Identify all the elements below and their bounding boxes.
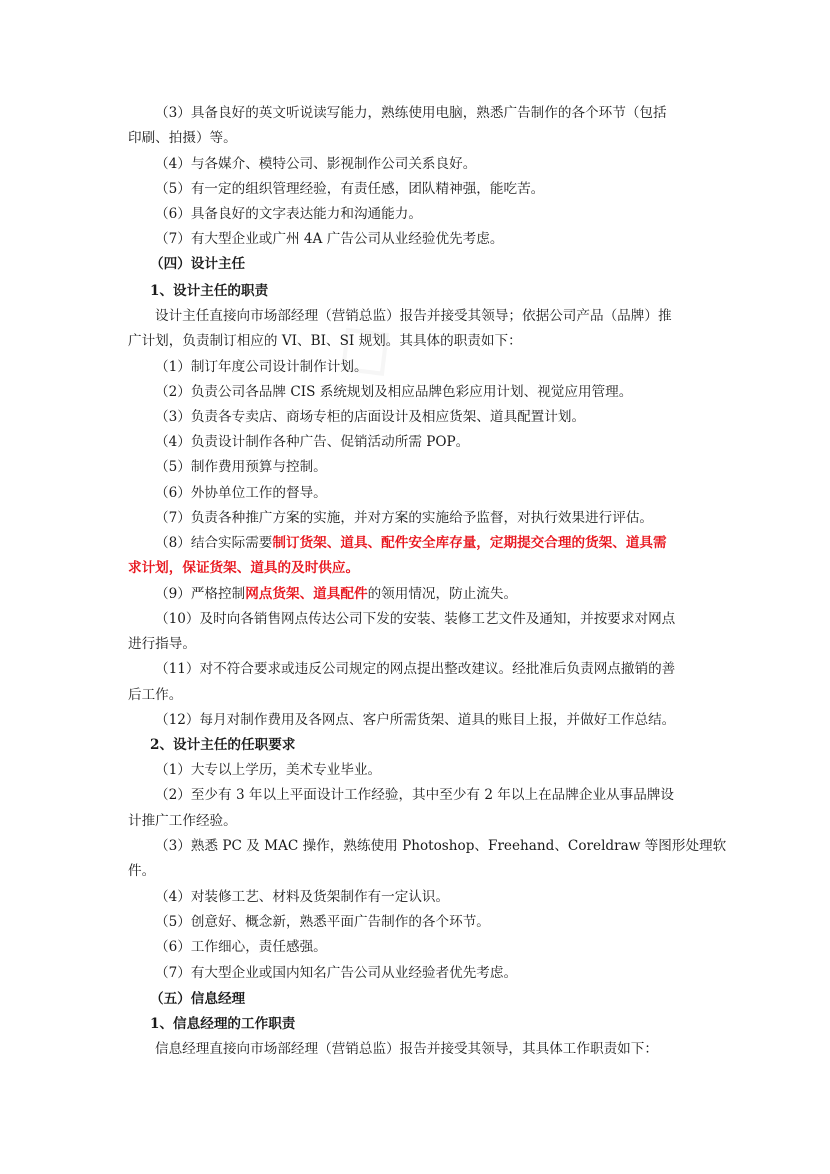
line-text: 件。 [128, 863, 156, 879]
line-text: 1、设计主任的职责 [150, 283, 269, 299]
line-text: 广计划，负责制订相应的 VI、BI、SI 规划。其具体的职责如下： [128, 333, 522, 349]
paragraph-line [0, 711, 830, 729]
line-text: 后工作。 [128, 687, 183, 703]
paragraph-line [0, 230, 830, 248]
paragraph-line [0, 509, 830, 527]
line-text: （7）负责各种推广方案的实施，并对方案的实施给予监督，对执行效果进行评估。 [155, 510, 654, 526]
paragraph-line [0, 358, 830, 376]
section-heading [0, 990, 830, 1008]
paragraph-line [0, 786, 830, 804]
paragraph-line [0, 660, 830, 678]
highlighted-text: 求计划，保证货架、道具的及时供应。 [128, 560, 360, 576]
paragraph-line [0, 812, 830, 830]
line-text: （7）有大型企业或广州 4A 广告公司从业经验优先考虑。 [155, 231, 504, 247]
line-text: （5）制作费用预算与控制。 [155, 459, 327, 475]
paragraph-line [0, 484, 830, 502]
paragraph-line [0, 458, 830, 476]
paragraph-line [0, 383, 830, 401]
line-text-after: 的领用情况，防止流失。 [367, 586, 518, 602]
line-text: （4）对装修工艺、材料及货架制作有一定认识。 [155, 889, 450, 905]
line-text: （3）负责各专卖店、商场专柜的店面设计及相应货架、道具配置计划。 [155, 409, 586, 425]
highlighted-text: 网点货架、道具配件 [245, 586, 368, 602]
line-text: （5）创意好、概念新，熟悉平面广告制作的各个环节。 [155, 914, 490, 930]
line-text: 印刷、拍摄）等。 [128, 130, 237, 146]
line-text: （10）及时向各销售网点传达公司下发的安装、装修工艺文件及通知，并按要求对网点 [155, 611, 676, 627]
paragraph-line [0, 332, 830, 350]
line-text: （3）熟悉 PC 及 MAC 操作，熟练使用 Photoshop、Freehand、Coreldraw 等图形处理软 [155, 838, 727, 854]
paragraph-line [0, 559, 830, 577]
paragraph-line [0, 837, 830, 855]
paragraph-line [0, 155, 830, 173]
paragraph-line [0, 104, 830, 122]
paragraph-line [0, 913, 830, 931]
paragraph-line [0, 433, 830, 451]
line-text: 设计主任直接向市场部经理（营销总监）报告并接受其领导；依据公司产品（品牌）推 [155, 308, 672, 324]
line-text: （4）负责设计制作各种广告、促销活动所需 POP。 [155, 434, 470, 450]
line-text: （6）具备良好的文字表达能力和沟通能力。 [155, 206, 422, 222]
line-text: 进行指导。 [128, 636, 196, 652]
paragraph-line [0, 129, 830, 147]
paragraph-line [0, 408, 830, 426]
line-text: （1）制订年度公司设计制作计划。 [155, 359, 368, 375]
section-heading [0, 736, 830, 754]
line-text: （1）大专以上学历，美术专业毕业。 [155, 762, 382, 778]
line-text: （四）设计主任 [150, 256, 246, 272]
paragraph-line [0, 888, 830, 906]
line-text: （五）信息经理 [150, 991, 246, 1007]
line-text: （2）至少有 3 年以上平面设计工作经验，其中至少有 2 年以上在品牌企业从事品牌设 [155, 787, 675, 803]
line-text: 计推广工作经验。 [128, 813, 237, 829]
paragraph-line [0, 610, 830, 628]
line-text: 2、设计主任的任职要求 [150, 737, 296, 753]
paragraph-line [0, 686, 830, 704]
line-text: （6）工作细心，责任感强。 [155, 939, 327, 955]
line-text: （7）有大型企业或国内知名广告公司从业经验者优先考虑。 [155, 965, 518, 981]
line-text: （6）外协单位工作的督导。 [155, 485, 327, 501]
paragraph-line [0, 635, 830, 653]
paragraph-line [0, 964, 830, 982]
section-heading [0, 282, 830, 300]
line-text: （11）对不符合要求或违反公司规定的网点提出整改建议。经批准后负责网点撤销的善 [155, 661, 676, 677]
section-heading [0, 255, 830, 273]
paragraph-line [0, 938, 830, 956]
line-text: （8）结合实际需要 [155, 535, 273, 551]
paragraph-line [0, 180, 830, 198]
section-heading [0, 1015, 830, 1033]
paragraph-line [0, 307, 830, 325]
paragraph-line [0, 761, 830, 779]
line-text: 1、信息经理的工作职责 [150, 1016, 296, 1032]
line-text: （4）与各媒介、模特公司、影视制作公司关系良好。 [155, 156, 477, 172]
paragraph-line [0, 862, 830, 880]
line-text: （12）每月对制作费用及各网点、客户所需货架、道具的账目上报，并做好工作总结。 [155, 712, 676, 728]
highlighted-text: 制订货架、道具、配件安全库存量，定期提交合理的货架、道具需 [272, 535, 667, 551]
paragraph-line [0, 534, 830, 552]
line-text: （5）有一定的组织管理经验，有责任感，团队精神强，能吃苦。 [155, 181, 545, 197]
line-text: 信息经理直接向市场部经理（营销总监）报告并接受其领导，其具体工作职责如下： [155, 1041, 658, 1057]
paragraph-line [0, 205, 830, 223]
line-text: （2）负责公司各品牌 CIS 系统规划及相应品牌色彩应用计划、视觉应用管理。 [155, 384, 633, 400]
line-text: （3）具备良好的英文听说读写能力，熟练使用电脑，熟悉广告制作的各个环节（包括 [155, 105, 667, 121]
paragraph-line [0, 585, 830, 603]
paragraph-line [0, 1040, 830, 1058]
line-text: （9）严格控制 [155, 586, 246, 602]
